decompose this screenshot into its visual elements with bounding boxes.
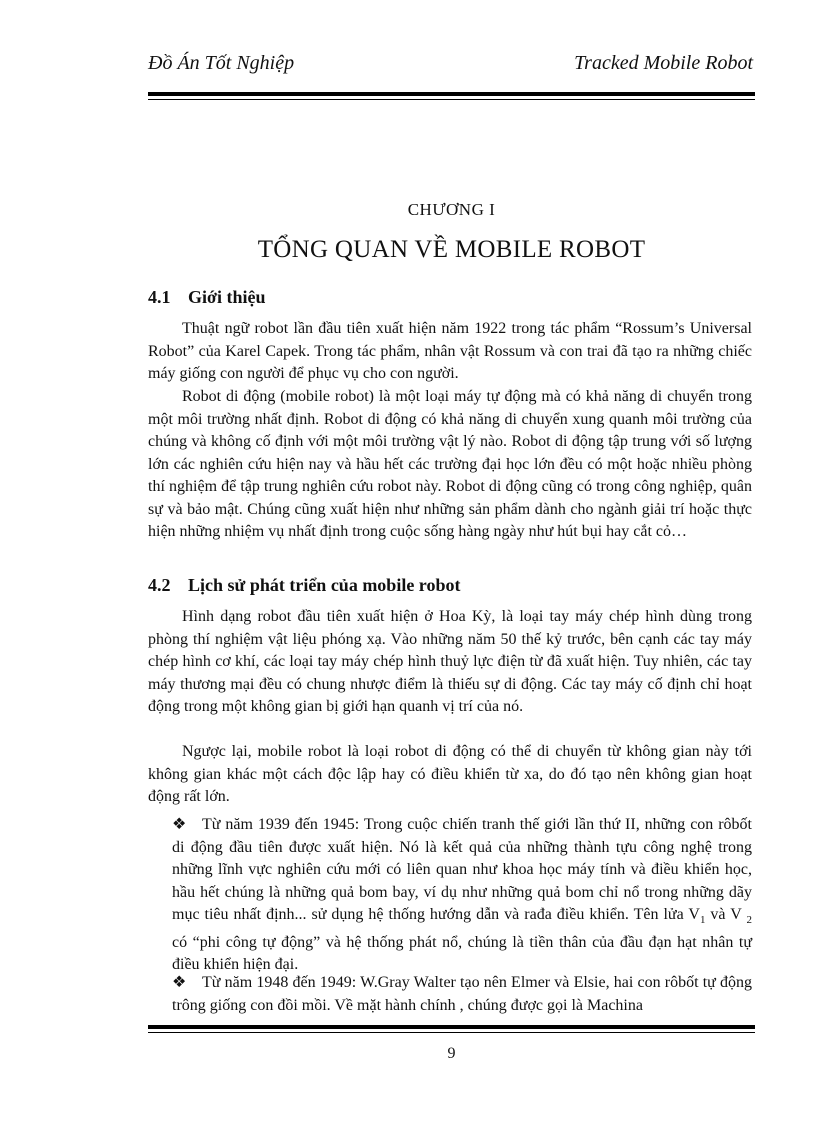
bullet-text-end: có “phi công tự động” và hệ thống phát nổ, chúng là tiền thân của đầu đạn hạt nhân tự điều khiển hiện đại.	[172, 933, 752, 974]
section-number: 4.2	[148, 575, 171, 595]
header-rule-thick	[148, 92, 755, 96]
paragraph: Thuật ngữ robot lần đầu tiên xuất hiện năm 1922 trong tác phẩm “Rossum’s Universal Robot” của Karel Capek. Trong tác phẩm, nhân vật Rossum và con trai đã tạo ra những chiếc máy giống con người để phục vụ cho con người.	[148, 320, 752, 382]
subscript: 1	[699, 914, 706, 927]
bullet-text-start: Từ năm 1939 đến 1945: Trong cuộc chiến tranh thế giới lần thứ II, những con rôbốt di động đầu tiên được xuất hiện. Nó là kết quả của những thành tựu công nghệ trong những lĩnh vực nghiên cứu mới có liên quan như khoa học máy tính và điều khiển học, hầu hết chúng là những quả bom bay, ví dụ như những quả bom chỉ nổ trong những dãy mục tiêu nhất định... sử dụng hệ thống hướng dẫn và rađa điều khiển. Tên lửa V	[172, 816, 752, 923]
header-rule-thin	[148, 99, 755, 100]
section-title: Lịch sử phát triển của mobile robot	[188, 575, 461, 595]
subscript: 2	[746, 914, 753, 927]
diamond-bullet-icon: ❖	[172, 974, 187, 991]
bullet-text: Từ năm 1948 đến 1949: W.Gray Walter tạo nên Elmer và Elsie, hai con rôbốt tự động trông giống con đồi mồi. Về mặt hành chính , chúng được gọi là Machina	[172, 974, 752, 1014]
page-number: 9	[447, 1045, 456, 1062]
paragraph: Ngược lại, mobile robot là loại robot di động có thể di chuyển từ không gian này tới không gian khác một cách độc lập hay có điều khiển từ xa, do đó tạo nên không gian hoạt động rất lớn.	[148, 743, 752, 805]
page-header	[148, 52, 753, 82]
section-heading-4-2	[148, 575, 460, 596]
section-heading-4-1	[148, 287, 265, 308]
section-number: 4.1	[148, 287, 171, 307]
chapter-title: TỔNG QUAN VỀ MOBILE ROBOT	[257, 236, 646, 263]
header-left-title: Đồ Án Tốt Nghiệp	[148, 52, 295, 74]
footer-rule-thick	[148, 1025, 755, 1029]
header-right-title: Tracked Mobile Robot	[574, 52, 753, 74]
bullet-text-mid: và V	[705, 906, 747, 923]
paragraph: Hình dạng robot đầu tiên xuất hiện ở Hoa Kỳ, là loại tay máy chép hình dùng trong phòng thí nghiệm vật liệu phóng xạ. Vào những năm 50 thế kỷ trước, bên cạnh các tay máy chép hình cơ khí, các loại tay máy chép hình thuỷ lực điện từ đã xuất hiện. Tuy nhiên, các tay máy thương mại đều có chung nhược điểm là thiếu sự di động. Các tay máy cố định chỉ hoạt động trong một không gian bị giới hạn quanh vị trí của nó.	[148, 608, 752, 715]
paragraph: Robot di động (mobile robot) là một loại máy tự động mà có khả năng di chuyển trong một môi trường nhất định. Robot di động có khả năng di chuyển xung quanh môi trường của chúng và không cố định với một môi trường vật lý nào. Robot di động tập trung với số lượng lớn các nghiên cứu hiện nay và hầu hết các trường đại học lớn đều có một hoặc nhiều phòng thí nghiệm để tập trung nghiên cứu robot này. Robot di động cũng có trong công nghiệp, quân sự và bảo mật. Chúng cũng xuất hiện như những sản phẩm dành cho ngành giải trí hoặc thực hiện những nhiệm vụ nhất định trong cuộc sống hàng ngày như hút bụi hay cắt cỏ…	[148, 388, 752, 540]
diamond-bullet-icon: ❖	[172, 816, 187, 833]
footer-rule-thin	[148, 1032, 755, 1033]
chapter-label: CHƯƠNG I	[407, 200, 496, 219]
bullet-item	[172, 814, 752, 977]
bullet-item	[172, 972, 752, 1017]
section-title: Giới thiệu	[188, 287, 266, 307]
